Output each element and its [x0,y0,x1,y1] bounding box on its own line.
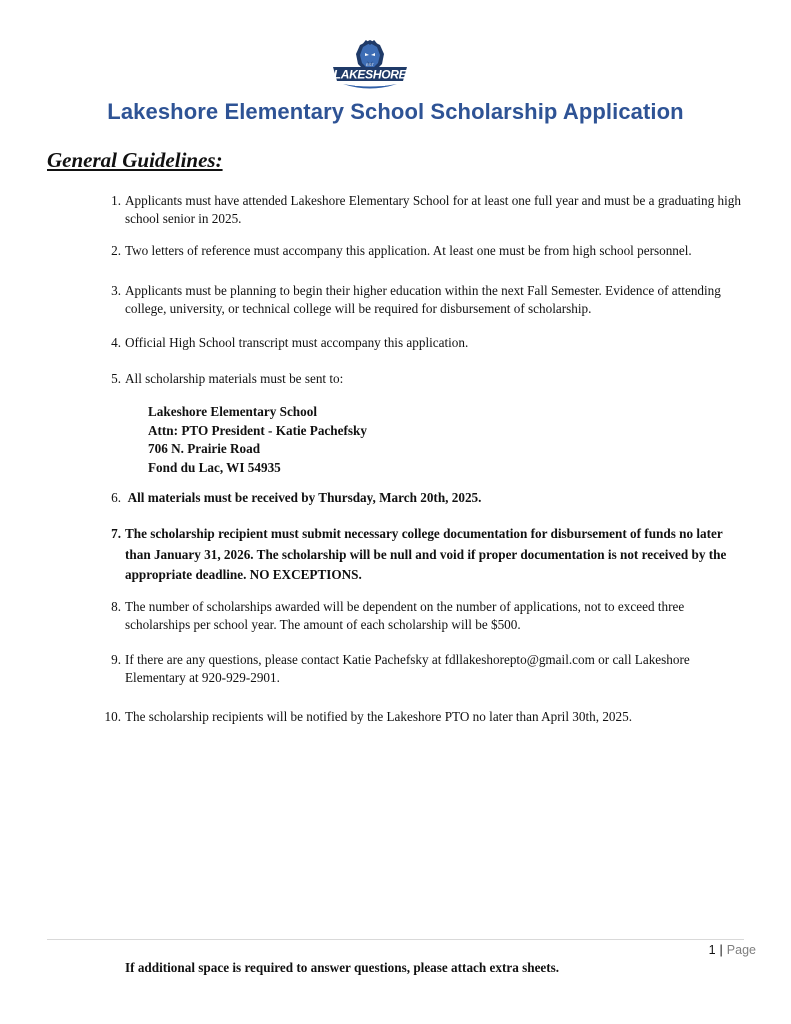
page-number [709,943,756,957]
item-number: 2. [111,243,121,258]
footer-note: If additional space is required to answer questions, please attach extra sheets. [125,960,560,975]
item-number: 5. [111,371,121,386]
item-number: 8. [111,599,121,614]
item-text: All materials must be received by Thursday, March 20th, 2025. [125,490,482,505]
page-label: Page [726,943,756,957]
item-text: The scholarship recipient must submit necessary college documentation for disbursement of funds no later than January 31, 2026. The scholarship will be null and void if proper documentation is not received by the appropriate deadline. NO EXCEPTIONS. [125,526,727,582]
address-line: Lakeshore Elementary School [148,404,317,419]
item-text: If there are any questions, please contact Katie Pachefsky at fdllakeshorepto@gmail.com or call Lakeshore Elementary at 920-929-2901. [125,652,690,685]
item-text: Applicants must have attended Lakeshore Elementary School for at least one full year and must be a graduating high school senior in 2025. [125,193,741,226]
document-title: Lakeshore Elementary School Scholarship Application [107,99,684,124]
section-heading: General Guidelines: [47,148,223,172]
mailing-address [148,403,367,477]
item-number: 9. [111,652,121,667]
address-line: 706 N. Prairie Road [148,441,261,456]
item-text: The scholarship recipients will be notified by the Lakeshore PTO no later than April 30th, 2025. [125,709,632,724]
item-number: 1. [111,193,121,208]
lakeshore-logo [329,37,411,95]
address-line: Fond du Lac, WI 54935 [148,459,281,475]
item-text: The number of scholarships awarded will be dependent on the number of applications, not to exceed three scholarships per school year. The amount of each scholarship will be $500. [125,599,685,632]
item-number: 7. [111,526,121,541]
svg-text:LAKESHORE: LAKESHORE [333,67,407,82]
svg-text:EST: EST [366,62,374,67]
item-number: 10. [104,709,121,724]
address-line: Attn: PTO President - Katie Pachefsky [148,422,367,438]
item-text: Official High School transcript must accompany this application. [125,335,469,350]
item-text: Two letters of reference must accompany this application. At least one must be from high school personnel. [125,243,692,258]
item-number: 4. [111,335,121,350]
item-number: 6. [111,490,121,505]
page-number-value: 1 [708,943,716,957]
footer-divider [47,939,744,940]
item-text: Applicants must be planning to begin their higher education within the next Fall Semester. Evidence of attending college, university, or technical college will be required for disbursement of scholarship. [125,283,721,316]
page-separator: | [719,943,723,957]
item-number: 3. [111,283,121,298]
item-text: All scholarship materials must be sent to: [125,371,344,386]
